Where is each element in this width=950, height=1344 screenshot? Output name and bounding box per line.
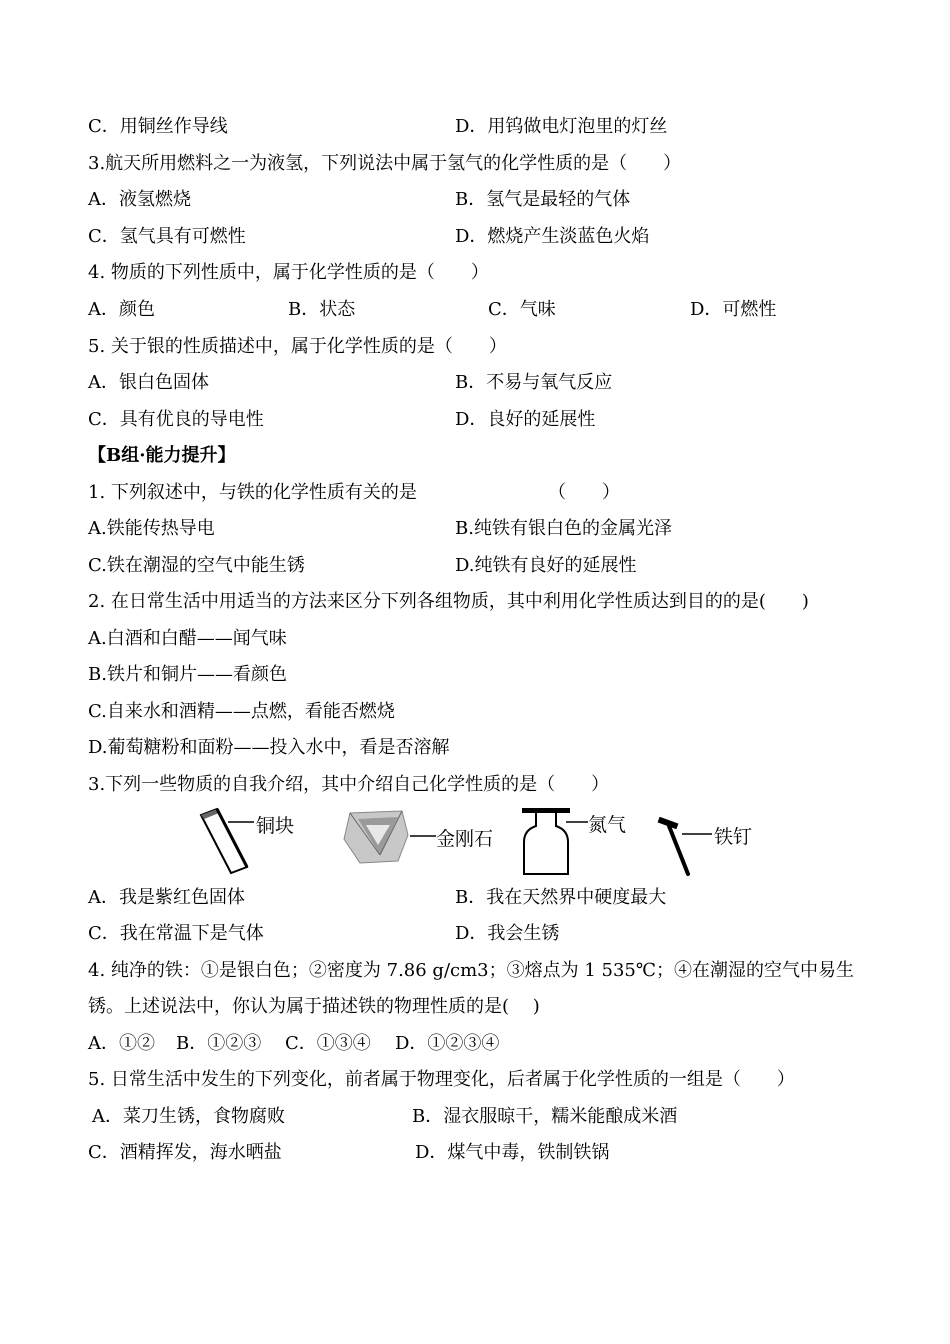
b-q4-option-a: A．①② [88,1033,155,1054]
b-q5-option-d: D．煤气中毒，铁制铁锅 [415,1142,610,1163]
b-q2-option-a: A.白酒和白醋——闻气味 [88,628,287,649]
a-q5-stem: 5. 关于银的性质描述中，属于化学性质的是（ ） [88,336,507,357]
diamond-pointer-line [410,832,436,840]
a-q5-option-c: C．具有优良的导电性 [88,409,264,430]
a-q4-option-c: C．气味 [488,299,556,320]
a-q3-stem: 3.航天所用燃料之一为液氢，下列说法中属于氢气的化学性质的是（ ） [88,153,682,174]
a-q3-option-c: C．氢气具有可燃性 [88,226,246,247]
a-q4-option-d: D．可燃性 [690,299,777,320]
a-q4-stem: 4. 物质的下列性质中，属于化学性质的是（ ） [88,262,489,283]
b-q4-stem-line2: 锈。上述说法中，你认为属于描述铁的物理性质的是( ) [88,996,540,1017]
b-q3-option-b: B．我在天然界中硬度最大 [455,887,667,908]
b-q2-option-d: D.葡萄糖粉和面粉——投入水中，看是否溶解 [88,737,450,758]
b-q2-stem: 2. 在日常生活中用适当的方法来区分下列各组物质，其中利用化学性质达到目的的是( ) [88,591,809,612]
nitrogen-label: 氮气 [588,814,627,836]
a-q4-option-a: A．颜色 [88,299,155,320]
b-q4-stem-line1: 4. 纯净的铁：①是银白色；②密度为 7.86 g/cm3；③熔点为 1 535℃；④在潮湿的空气中易生 [88,960,854,981]
copper-label: 铜块 [256,815,295,837]
a-q4-option-b: B．状态 [288,299,356,320]
b-q5-option-a: A．菜刀生锈，食物腐败 [92,1106,285,1127]
nitrogen-bottle-figure [520,804,572,878]
b-q1-stem: 1. 下列叙述中，与铁的化学性质有关的是 [88,482,417,503]
b-q1-option-c: C.铁在潮湿的空气中能生锈 [88,555,305,576]
b-q4-option-b: B．①②③ [176,1033,262,1054]
q2-option-d: D．用钨做电灯泡里的灯丝 [455,116,668,137]
a-q3-option-d: D．燃烧产生淡蓝色火焰 [455,226,650,247]
diamond-figure [340,805,412,867]
b-q4-option-c: C．①③④ [285,1033,371,1054]
b-q5-stem: 5. 日常生活中发生的下列变化，前者属于物理变化，后者属于化学性质的一组是（ ） [88,1069,795,1090]
b-q3-option-c: C．我在常温下是气体 [88,923,264,944]
a-q3-option-a: A．液氢燃烧 [88,189,191,210]
b-q2-option-c: C.自来水和酒精——点燃，看能否燃烧 [88,701,395,722]
a-q5-option-a: A．银白色固体 [88,372,209,393]
q2-option-c: C．用铜丝作导线 [88,116,228,137]
b-q5-option-c: C．酒精挥发，海水晒盐 [88,1142,282,1163]
a-q3-option-b: B．氢气是最轻的气体 [455,189,631,210]
b-q3-stem: 3.下列一些物质的自我介绍，其中介绍自己化学性质的是（ ） [88,774,610,795]
diamond-label: 金刚石 [436,828,494,850]
b-q4-option-d: D．①②③④ [395,1033,500,1054]
b-q5-option-b: B．湿衣服晾干，糯米能酿成米酒 [412,1106,678,1127]
b-q3-option-d: D．我会生锈 [455,923,560,944]
b-q3-option-a: A．我是紫红色固体 [88,887,245,908]
b-q2-option-b: B.铁片和铜片——看颜色 [88,664,287,685]
copper-pointer-line [228,818,254,826]
section-heading-b: 【B组·能力提升】 [88,445,236,466]
a-q5-option-b: B．不易与氧气反应 [455,372,613,393]
b-q1-paren: （ ） [548,482,620,503]
iron-nail-figure [652,814,702,880]
nitrogen-pointer-line [566,818,588,826]
b-q1-option-a: A.铁能传热导电 [88,518,215,539]
b-q1-option-d: D.纯铁有良好的延展性 [455,555,637,576]
nail-label: 铁钉 [714,826,753,848]
a-q5-option-d: D．良好的延展性 [455,409,596,430]
copper-block-figure [195,805,255,875]
nail-pointer-line [682,830,712,838]
b-q1-option-b: B.纯铁有银白色的金属光泽 [455,518,672,539]
